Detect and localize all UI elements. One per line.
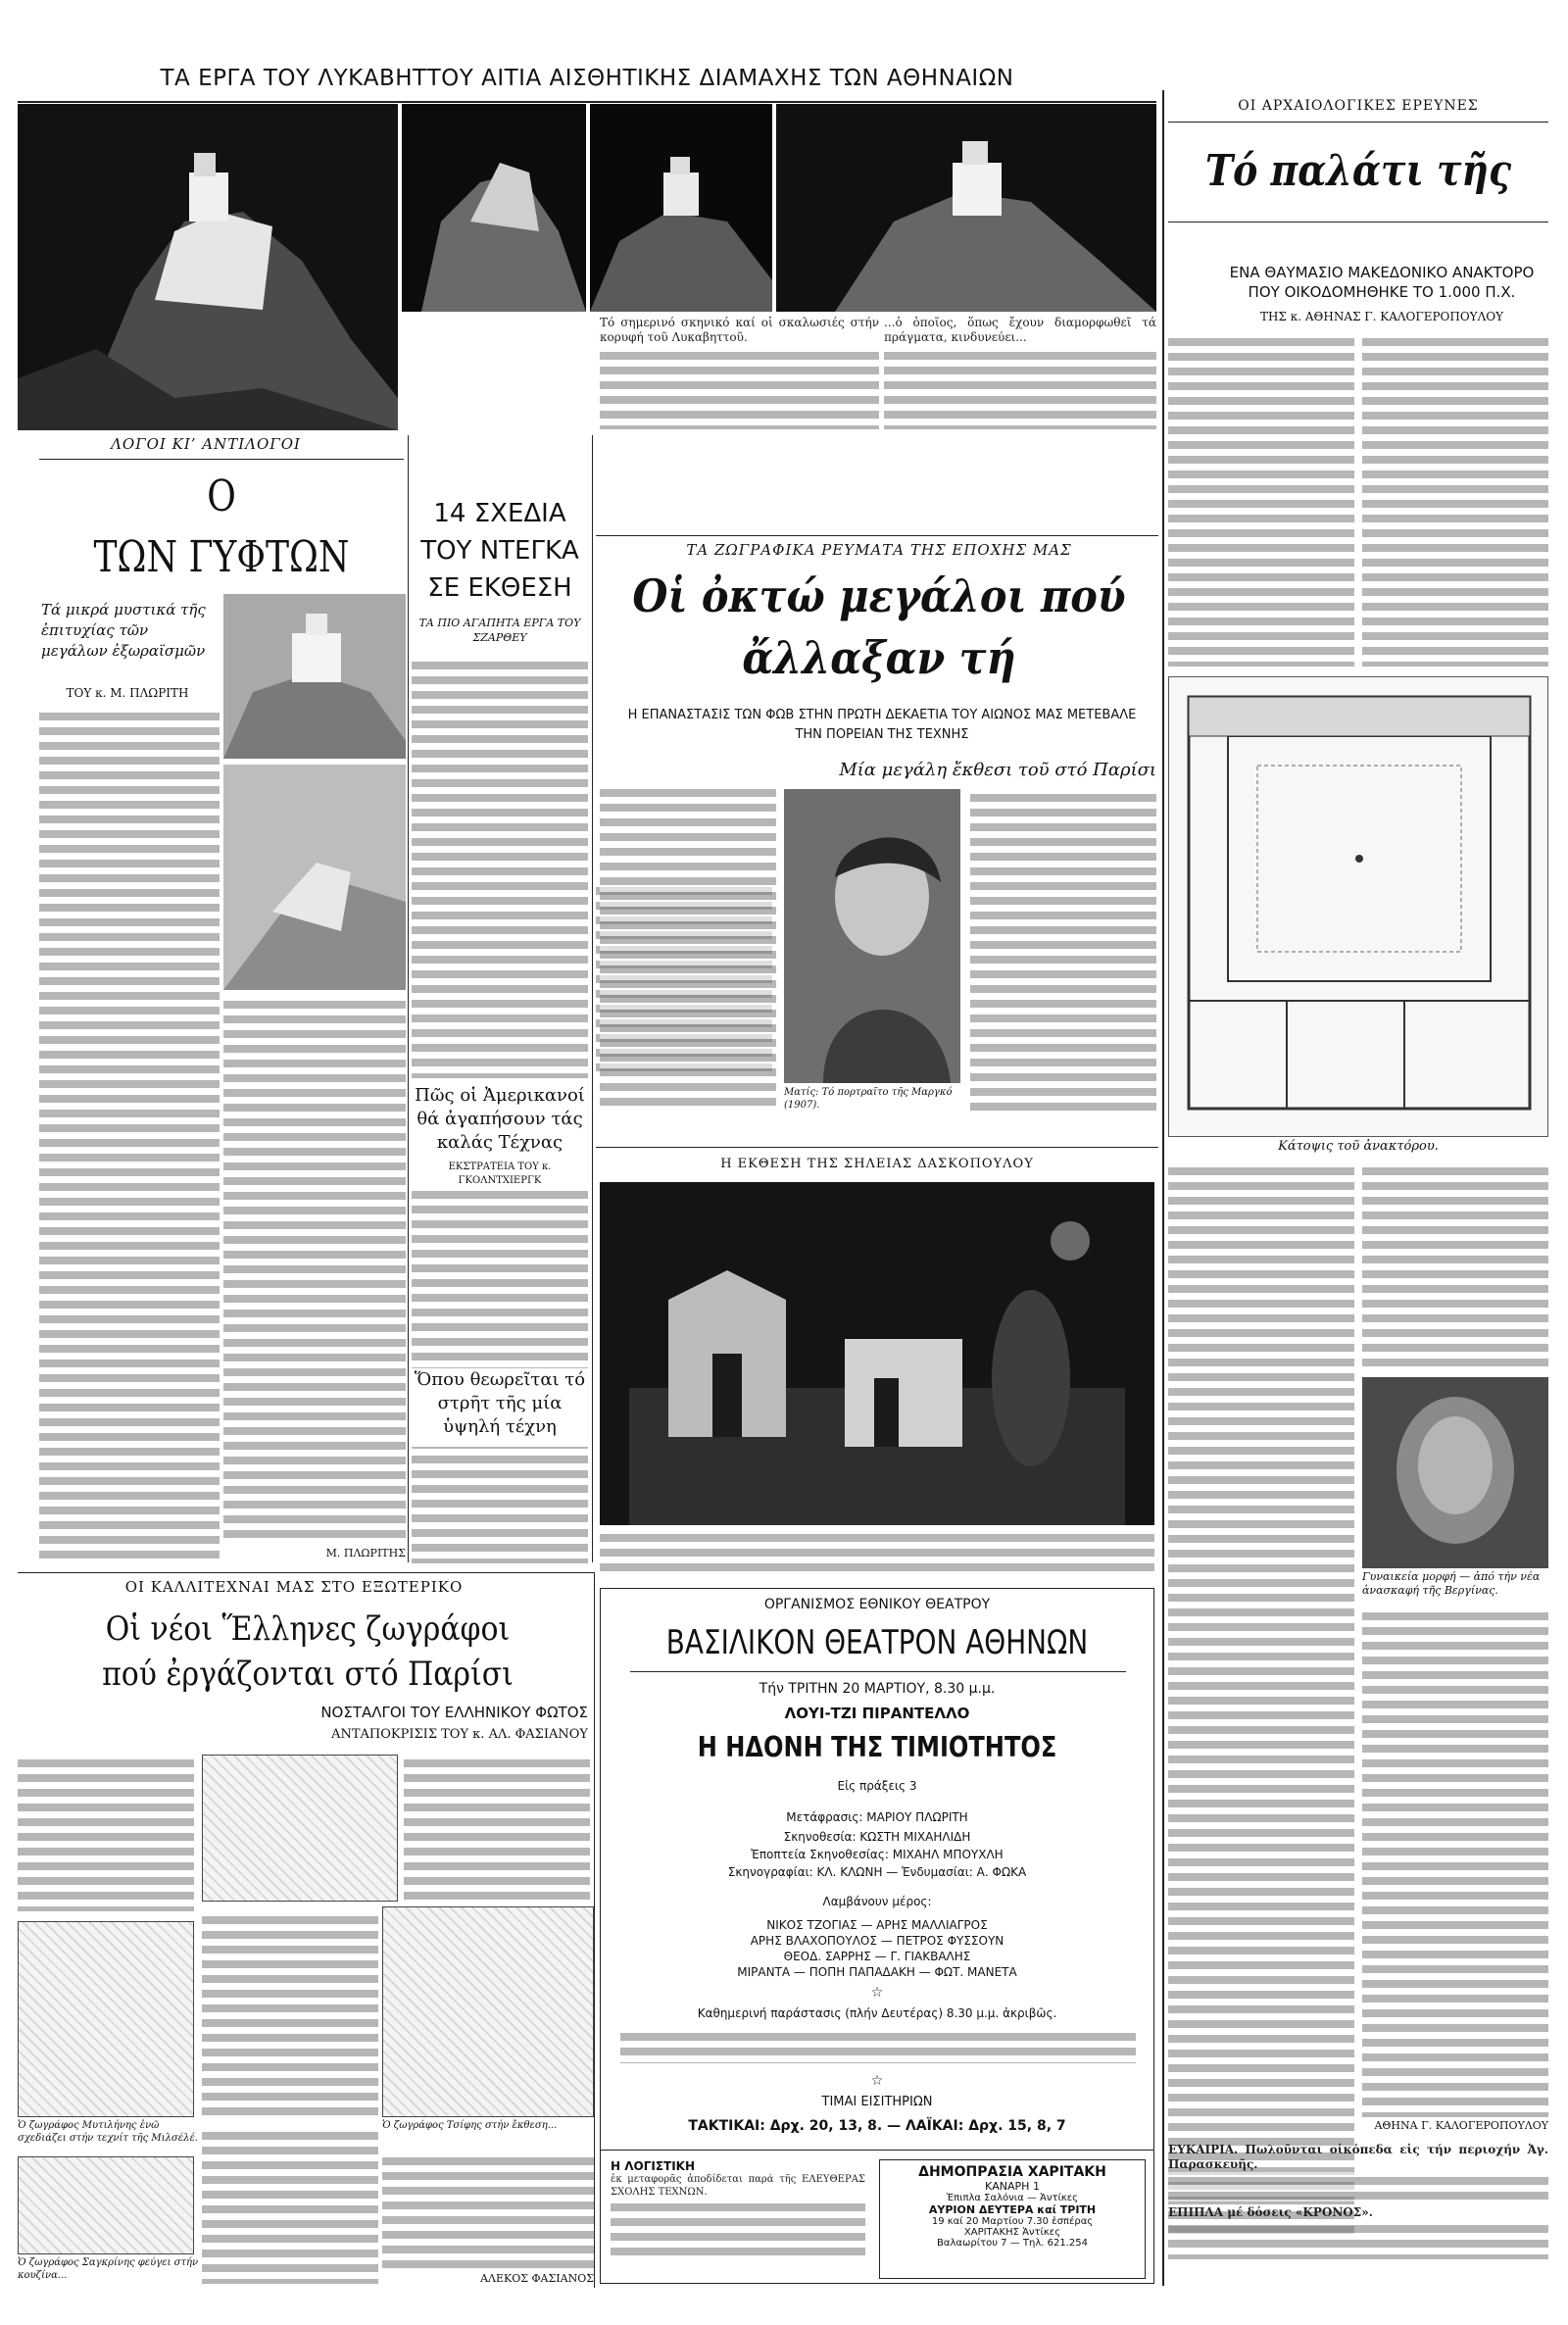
theatre-name: ΒΑΣΙΛΙΚΟΝ ΘΕΑΤΡΟΝ ΑΘΗΝΩΝ [665,1623,1089,1662]
greek-painters-body-3 [202,1911,378,2117]
exhibit-body [600,1529,1154,1576]
exhibit-title: Η ΕΚΘΕΣΗ ΤΗΣ ΣΗΛΕΙΑΣ ΔΑΣΚΟΠΟΥΛΟΥ [720,1157,1034,1171]
painters-kicker: ΤΑ ΖΩΓΡΑΦΙΚΑ ΡΕΥΜΑΤΑ ΤΗΣ ΕΠΟΧΗΣ ΜΑΣ [686,541,1072,559]
charitaki-title: ΔΗΜΟΠΡΑΣΙΑ ΧΑΡΙΤΑΚΗ [918,2164,1106,2180]
theatre-translation: Μετάφρασις: ΜΑΡΙΟΥ ΠΛΩΡΙΤΗ [786,1810,968,1824]
theatre-cast-2: ΑΡΗΣ ΒΛΑΧΟΠΟΥΛΟΣ — ΠΕΤΡΟΣ ΦΥΣΣΟΥΝ [750,1934,1004,1948]
archaeology-body-4 [1362,1162,1548,1373]
archaeology-kicker: ΟΙ ΑΡΧΑΙΟΛΟΓΙΚΕΣ ΕΡΕΥΝΕΣ [1238,98,1479,114]
archaeology-ad-1-text: ΕΥΚΑΙΡΙΑ. Πωλοῦνται οἰκόπεδα εἰς τήν περιοχήν Ἀγ. Παρασκευῆς. [1168,2143,1548,2171]
lycabettus-caption-right [884,316,1156,429]
star-icon: ☆ [870,1985,884,2001]
theatre-supervision: Ἐποπτεία Σκηνοθεσίας: ΜΙΧΑΗΛ ΜΠΟΥΧΛΗ [751,1848,1004,1861]
theatre-org: ΟΡΓΑΝΙΣΜΟΣ ΕΘΝΙΚΟΥ ΘΕΑΤΡΟΥ [763,1597,991,1612]
greek-painters-body-5 [382,2152,594,2270]
painters-headline-2: ἄλλαξαν τή [742,631,1016,684]
sketch-caption-3: Ὁ ζωγράφος Σαγκρίνης φεύγει στήν κουζίνα... [18,2257,199,2281]
charitaki-line-1: Ἐπιπλα Σαλόνια — Ἀντίκες [946,2193,1079,2203]
theatre-cast-3: ΘΕΟΔ. ΣΑΡΡΗΣ — Γ. ΓΙΑΚΒΑΛΗΣ [783,1950,971,1963]
greek-painters-subhead: ΝΟΣΤΑΛΓΟΙ ΤΟΥ ΕΛΛΗΝΙΚΟΥ ΦΩΤΟΣ [320,1704,588,1721]
sketch-2 [18,1921,194,2117]
pentalogos-body-1 [39,708,220,1560]
greek-painters-signature: ΑΛΕΚΟΣ ΦΑΣΙΑΝΟΣ [480,2272,594,2285]
photo-lycabettus-2 [402,104,586,312]
palace-plan-caption: Κάτοψις τοῦ ἀνακτόρου. [1278,1139,1439,1154]
sketch-3 [382,1906,594,2117]
theatre-ad [600,1588,1154,2284]
theatre-cast-label: Λαμβάνουν μέρος: [822,1895,932,1908]
greek-painters-body-2 [404,1755,590,1902]
greek-painters-body-1 [18,1755,194,1911]
americans-headline: Πῶς οἱ Ἀμερικανοί θά ἀγαπήσουν τάς καλάς Τέχνας [412,1084,588,1161]
sketch-caption-2: Ὁ ζωγράφος Τσίφης στήν ἔκθεση... [382,2120,558,2131]
photo-lycabettus-4 [776,104,1156,312]
auction-block [611,2159,865,2277]
auction-body: ἐκ μεταφορᾶς ἀποδίδεται παρά τῆς ΕΛΕΥΘΕΡΑΣ ΣΧΟΛΗΣ ΤΕΧΝΩΝ. [611,2174,865,2198]
female-figure-image [1362,1377,1548,1568]
theatre-author: ΛΟΥΙ-ΤΖΙ ΠΙΡΑΝΤΕΛΛΟ [784,1705,970,1722]
degas-subhead: ΤΑ ΠΙΟ ΑΓΑΠΗΤΑ ΕΡΓΑ ΤΟΥ ΣΖΑΡΘΕΥ [418,617,581,644]
greek-painters-byline: ΑΝΤΑΠΟΚΡΙΣΙΣ ΤΟΥ κ. ΑΛ. ΦΑΣΙΑΝΟΥ [331,1727,588,1742]
archaeology-ad-1 [1168,2143,1548,2201]
pentalogos-headline-2: ΤΩΝ ΓΥΦΤΩΝ [93,532,350,582]
lycabettus-top-image [776,104,1156,312]
painters-subhead: Η ΕΠΑΝΑΣΤΑΣΙΣ ΤΩΝ ΦΩΒ ΣΤΗΝ ΠΡΩΤΗ ΔΕΚΑΕΤΙΑ ΤΟΥ ΑΙΩΝΟΣ ΜΑΣ ΜΕΤΕΒΑΛΕ ΤΗΝ ΠΟΡΕΙΑΝ ΤΗΣ ΤΕΧΝΗΣ [627,708,1137,742]
palace-plan [1168,676,1548,1137]
theatre-sets: Σκηνογραφίαι: ΚΛ. ΚΛΩΝΗ — Ἐνδυμασίαι: Α. ΦΩΚΑ [727,1865,1027,1879]
americans-headline-byline: ΕΚΣΤΡΑΤΕΙΑ ΤΟΥ κ. ΓΚΟΛΝΤΧΙΕΡΓΚ [412,1161,588,1190]
photo-lycabettus-1 [18,104,398,430]
archaeology-byline: ΤΗΣ κ. ΑΘΗΝΑΣ Γ. ΚΑΛΟΓΕΡΟΠΟΥΛΟΥ [1259,310,1504,323]
dascopoulos-painting-image [600,1182,1154,1525]
white-chapel-image [223,594,406,759]
archaeology-signature: ΑΘΗΝΑ Γ. ΚΑΛΟΓΕΡΟΠΟΥΛΟΥ [1374,2119,1548,2132]
rock-at-night-image [402,104,586,312]
theatre-cast-4: ΜΙΡΑΝΤΑ — ΠΟΠΗ ΠΑΠΑΔΑΚΗ — ΦΩΤ. ΜΑΝΕΤΑ [737,1965,1017,1979]
greek-painters-headline-2: πού ἐργάζονται στό Παρίσι [102,1655,514,1694]
theatre-prices: ΤΑΚΤΙΚΑΙ: Δρχ. 20, 13, 8. — ΛΑΪΚΑΙ: Δρχ. 15, 8, 7 [688,2118,1066,2134]
greek-painters-kicker: ΟΙ ΚΑΛΛΙΤΕΧΝΑΙ ΜΑΣ ΣΤΟ ΕΞΩΤΕΡΙΚΟ [124,1578,464,1596]
charitaki-line-3: 19 καί 20 Μαρτίου 7.30 ἑσπέρας [931,2216,1094,2227]
painters-body-2 [970,789,1156,1113]
church-hilltop-image [18,104,398,430]
painters-body-1 [600,784,776,1108]
stone-steps-image [223,765,406,990]
greek-painters-headline-1: Οἱ νέοι Ἕλληνες ζωγράφοι [105,1609,511,1649]
theatre-direction: Σκηνοθεσία: ΚΩΣΤΗ ΜΙΧΑΗΛΙΔΗ [783,1830,971,1844]
theatre-date: Τήν ΤΡΙΤΗΝ 20 ΜΑΡΤΙΟΥ, 8.30 μ.μ. [759,1681,996,1697]
degas-headline: 14 ΣΧΕΔΙΑ ΤΟΥ ΝΤΕΓΚΑ ΣΕ ΕΚΘΕΣΗ [420,499,579,603]
sketch-4 [18,2156,194,2254]
matisse-caption: Ματίς: Τό πορτραῖτο τῆς Μαργκό (1907). [784,1087,953,1111]
painters-deck: Μία μεγάλη ἔκθεσι τοῦ στό Παρίσι [839,760,1156,780]
pentalogos-subhead: Τά μικρά μυστικά τῆς ἐπιτυχίας τῶν μεγάλων ἐξωραϊσμῶν [41,601,206,660]
lycabettus-caption-right-text: ...ὁ ὁποῖος, ὅπως ἔχουν διαμορφωθεῖ τά πράγματα, κινδυνεύει... [884,316,1156,344]
theatre-schedule: Καθημερινή παράστασις (πλήν Δευτέρας) 8.30 μ.μ. ἀκριβῶς. [697,2006,1057,2020]
dascopoulos-painting [600,1182,1154,1525]
painters-headline-1: Οἱ ὀκτώ μεγάλοι πού [632,569,1126,622]
pentalogos-headline-1: Ο [207,471,236,521]
pentalogos-byline: ΤΟΥ κ. Μ. ΠΛΩΡΙΤΗ [66,686,189,700]
charitaki-subtitle: ΚΑΝΑΡΗ 1 [985,2180,1040,2193]
archaeology-ad-2 [1168,2205,1548,2264]
archaeology-headline: Τό παλάτι τῆς [1204,146,1511,196]
pentalogos-body-2 [223,996,406,1545]
charitaki-line-4: ΧΑΡΙΤΑΚΗΣ Ἀντίκες [963,2227,1061,2238]
archaeology-body-2 [1362,333,1548,667]
top-headline: ΤΑ ΕΡΓΑ ΤΟΥ ΛΥΚΑΒΗΤΤΟΥ ΑΙΤΙΑ ΑΙΣΘΗΤΙΚΗΣ ΔΙΑΜΑΧΗΣ ΤΩΝ ΑΘΗΝΑΙΩΝ [160,66,1014,91]
pentalogos-kicker: ΛΟΓΟΙ ΚΙ’ ΑΝΤΙΛΟΓΟΙ [111,435,301,453]
matisse-portrait-image [784,789,960,1083]
lycabettus-caption-left [600,316,879,429]
female-figure-photo [1362,1377,1548,1568]
pentalogos-signature: Μ. ΠΛΩΡΙΤΗΣ [325,1547,406,1559]
theatre-acts: Εἰς πράξεις 3 [837,1779,917,1793]
charitaki-line-5: Βαλαωρίτου 7 — Τηλ. 621.254 [937,2238,1088,2249]
lofty-headline: Ὅπου θεωρεῖται τό στρῆτ τῆς μία ὑψηλή τέχνη [412,1368,588,1447]
theatre-prices-label: ΤΙΜΑΙ ΕΙΣΙΤΗΡΙΩΝ [821,2095,933,2109]
theatre-play: Η ΗΔΟΝΗ ΤΗΣ ΤΙΜΙΟΤΗΤΟΣ [697,1731,1057,1763]
palace-plan-drawing [1169,677,1548,1137]
sketch-caption-1: Ὁ ζωγράφος Μυτιλήνης ἐνῶ σχεδιάζει στήν τεχνίτ τῆς Μιλσέλέ. [18,2120,198,2144]
theatre-cast-1: ΝΙΚΟΣ ΤΖΟΓΙΑΣ — ΑΡΗΣ ΜΑΛΛΙΑΓΡΟΣ [766,1918,988,1932]
theatre-fine-print [620,2028,1136,2063]
lycabettus-caption-left-text: Τό σημερινό σκηνικό καί οἱ σκαλωσιές στήν κορυφή τοῦ Λυκαβηττοῦ. [600,316,879,344]
greek-painters-body-4 [202,2127,378,2284]
archaeology-subhead: ΕΝΑ ΘΑΥΜΑΣΙΟ ΜΑΚΕΔΟΝΙΚΟ ΑΝΑΚΤΟΡΟ ΠΟΥ ΟΙΚΟΔΟΜΗΘΗΚΕ ΤΟ 1.000 Π.Χ. [1229,264,1535,301]
pentalogos-photo [223,594,406,759]
charitaki-ad [879,2159,1146,2279]
chapel-night-image [590,104,772,312]
archaeology-body-5 [1362,1608,1548,2117]
sketch-1 [202,1755,398,1902]
degas-body-1 [412,657,588,1078]
archaeology-body-1 [1168,333,1354,667]
archaeology-body-3 [1168,1162,1354,2241]
pentalogos-photo-2 [223,765,406,990]
female-figure-caption: Γυναικεία μορφή — ἀπό τήν νέα ἀνασκαφή τῆς Βεργίνας. [1362,1570,1541,1597]
matisse-portrait [784,789,960,1083]
star-icon-2: ☆ [870,2073,884,2089]
auction-title: Η ΛΟΓΙΣΤΙΚΗ [611,2159,696,2173]
charitaki-line-2: ΑΥΡΙΟΝ ΔΕΥΤΕΡΑ καί ΤΡΙΤΗ [928,2203,1097,2216]
photo-lycabettus-3 [590,104,772,312]
archaeology-ad-2-text: ΕΠΙΠΛΑ μέ δόσεις «ΚΡΟΝΟΣ». [1168,2205,1373,2219]
